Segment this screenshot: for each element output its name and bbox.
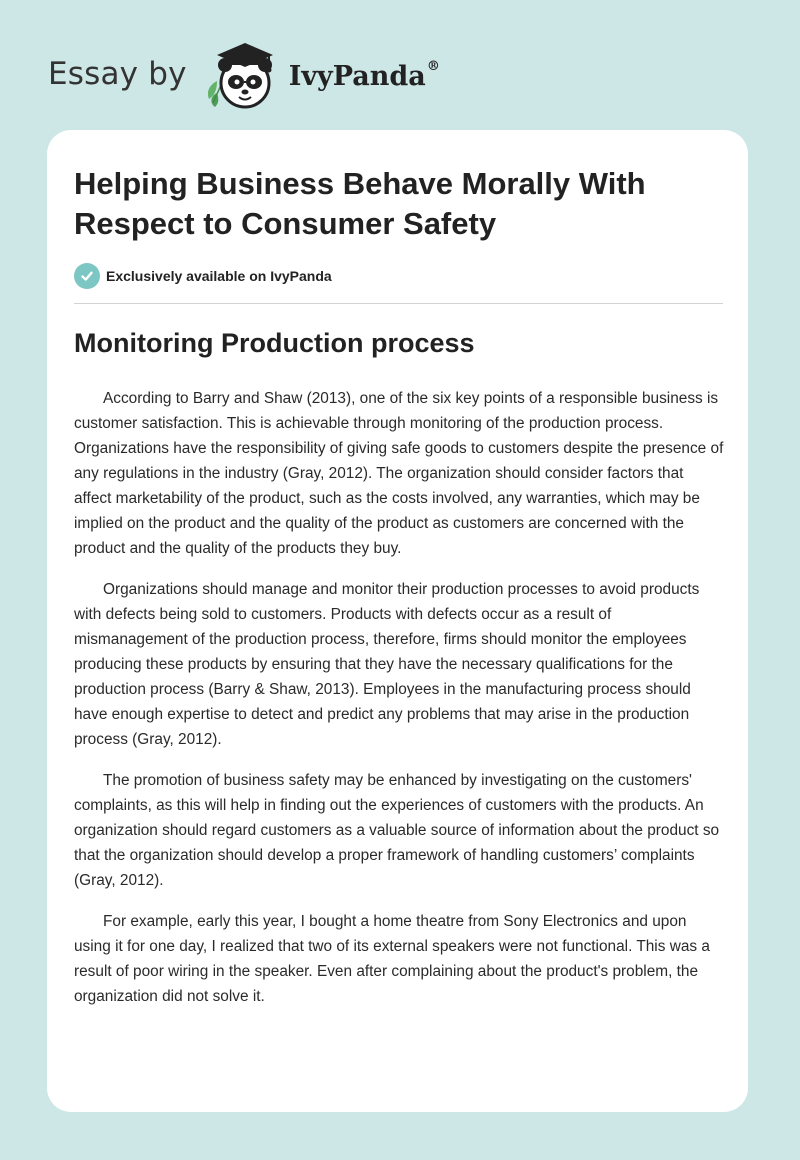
exclusive-badge bbox=[74, 263, 332, 289]
section-heading: Monitoring Production process bbox=[74, 328, 475, 358]
site-header bbox=[48, 34, 440, 114]
paragraph: The promotion of business safety may be enhanced by investigating on the customers' complaints, as this will help in finding out the experiences of customers with the products. An organization should regard customers as a valuable source of information about the product so that the organization should develop a proper framework of handling customers’ complaints (Gray, 2012). bbox=[74, 772, 720, 889]
registered-mark: ® bbox=[426, 58, 440, 74]
badge-label: Exclusively available on IvyPanda bbox=[106, 268, 332, 284]
checkmark-icon bbox=[74, 263, 100, 289]
page-title: Helping Business Behave Morally With Respect to Consumer Safety bbox=[74, 166, 646, 241]
brand-label: IvyPanda bbox=[288, 60, 426, 92]
essay-body bbox=[74, 386, 725, 1025]
paragraph: For example, early this year, I bought a home theatre from Sony Electronics and upon using it for one day, I realized that two of its external speakers were not functional. This was a result of poor wiring in the speaker. Even after complaining about the product's problem, the organization did not solve it. bbox=[74, 913, 710, 1005]
brand-name[interactable] bbox=[288, 58, 440, 92]
paragraph: According to Barry and Shaw (2013), one of the six key points of a responsible business is customer satisfaction. This is achievable through monitoring of the production process. Organizations have the responsibility of giving safe goods to customers despite the presence of any regulations in the industry (Gray, 2012). The organization should consider factors that affect marketability of the product, such as the costs involved, any warranties, which may be implied on the product and the quality of the product as customers are concerned with the product and the quality of the products they buy. bbox=[74, 390, 724, 557]
essay-card bbox=[47, 130, 748, 1112]
panda-logo-icon[interactable] bbox=[203, 37, 283, 111]
essay-by-label: Essay by bbox=[48, 56, 187, 92]
divider bbox=[74, 303, 723, 304]
paragraph: Organizations should manage and monitor their production processes to avoid products with defects being sold to customers. Products with defects occur as a result of mismanagement of the production process, therefore, firms should monitor the employees producing these products by ensuring that they have the necessary qualifications for the production process (Barry & Shaw, 2013). Employees in the manufacturing process should have enough expertise to detect and predict any problems that may arise in the production process (Gray, 2012). bbox=[74, 581, 700, 748]
